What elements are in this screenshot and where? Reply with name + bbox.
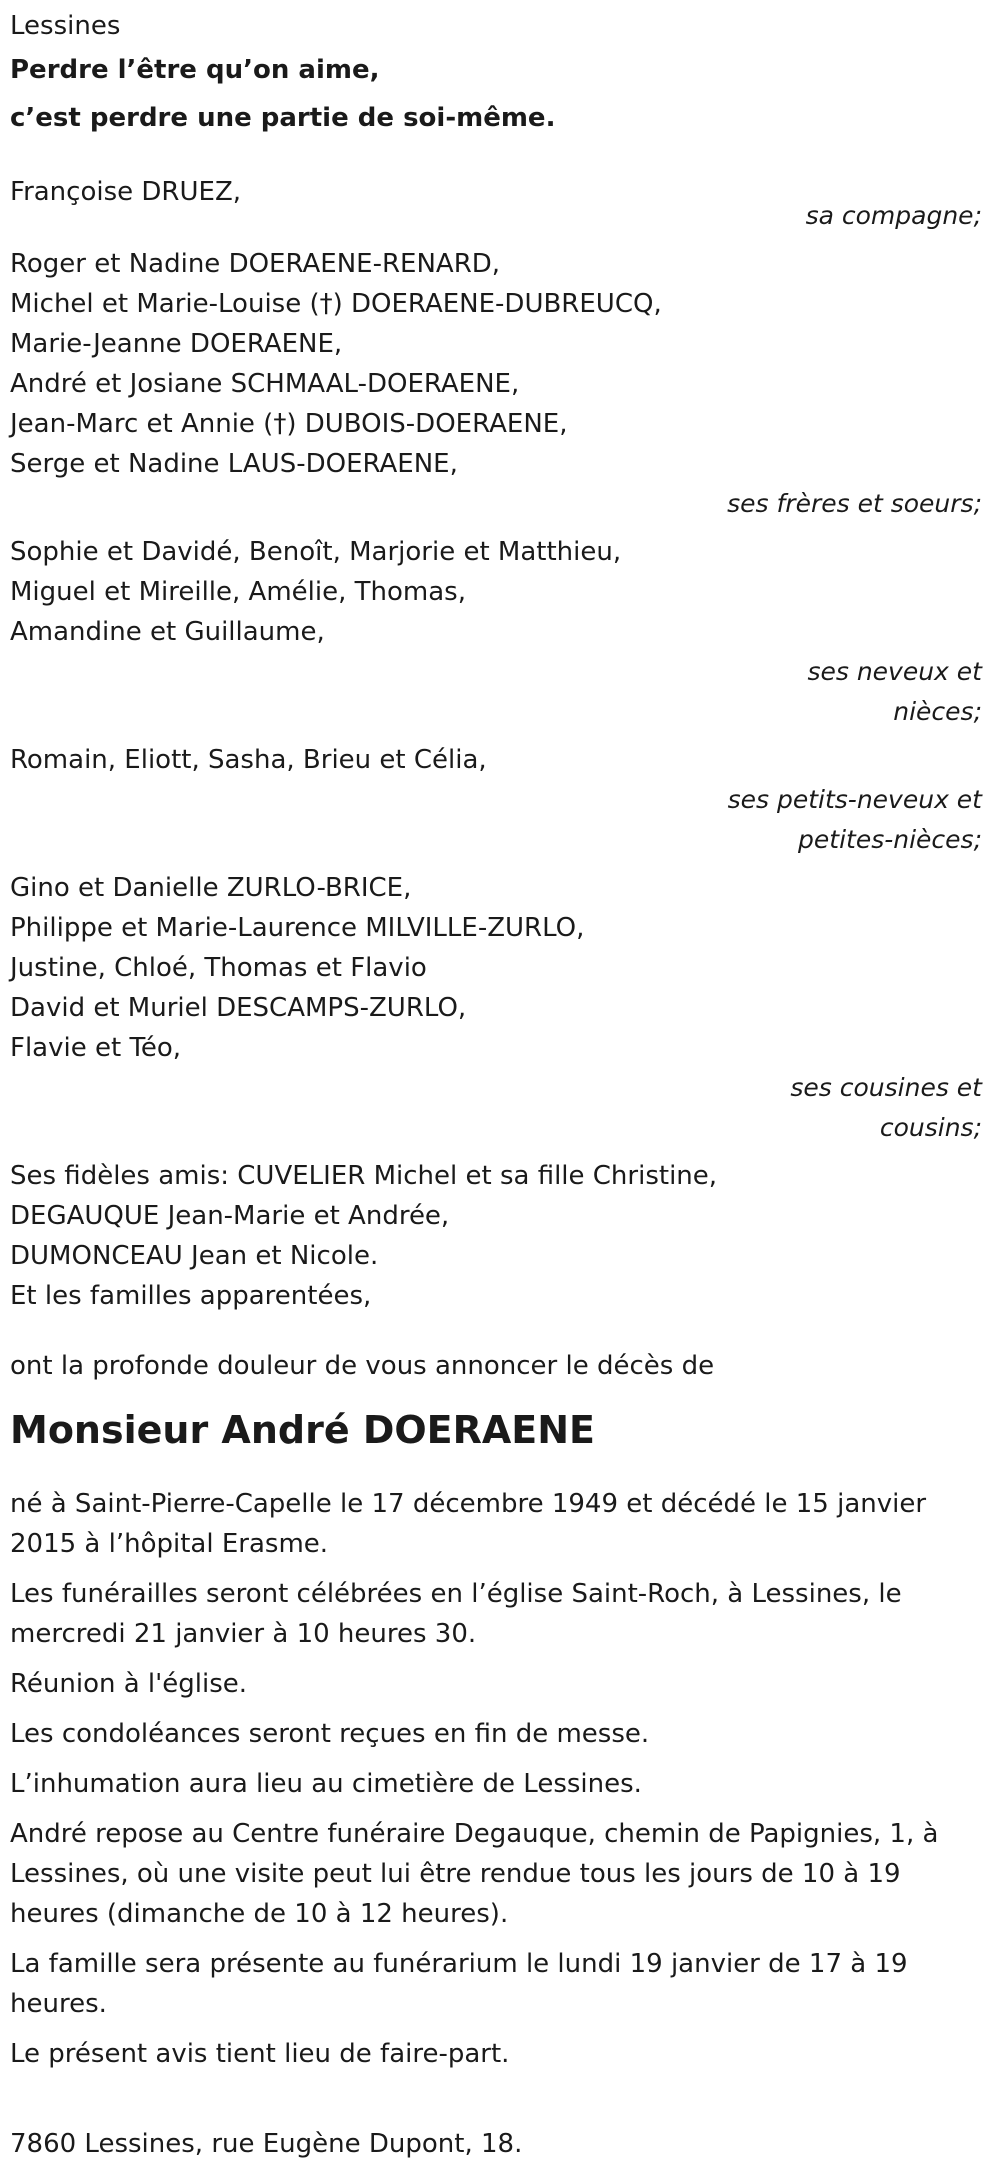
relation-label: sa compagne; (805, 201, 982, 230)
deceased-name: Monsieur André DOERAENE (10, 1408, 596, 1452)
friends-line: Et les familles apparentées, (10, 1281, 372, 1311)
detail-paragraph: né à Saint-Pierre-Capelle le 17 décembre 1949 et décédé le 15 janvier 2015 à l’hôpital Erasme. (10, 1489, 927, 1559)
family-group-partner (10, 172, 990, 236)
family-name: David et Muriel DESCAMPS-ZURLO, (10, 993, 467, 1023)
family-name: Amandine et Guillaume, (10, 617, 325, 647)
relation-label: ses frères et soeurs; (727, 489, 982, 518)
family-name: Serge et Nadine LAUS-DOERAENE, (10, 449, 458, 479)
family-name: Philippe et Marie-Laurence MILVILLE-ZURLO, (10, 913, 585, 943)
detail-paragraph: La famille sera présente au funérarium le lundi 19 janvier de 17 à 19 heures. (10, 1949, 908, 2019)
friends-line: DUMONCEAU Jean et Nicole. (10, 1241, 379, 1271)
family-name: Flavie et Téo, (10, 1033, 182, 1063)
family-group-siblings (10, 244, 990, 524)
family-name: Michel et Marie-Louise (†) DOERAENE-DUBREUCQ, (10, 289, 662, 319)
family-name: Françoise DRUEZ, (10, 177, 242, 207)
family-name: Sophie et Davidé, Benoît, Marjorie et Matthieu, (10, 537, 622, 567)
city: Lessines (10, 11, 121, 41)
family-group-grand-nephews (10, 740, 990, 860)
friends-group (10, 1156, 990, 1316)
friends-line: Ses fidèles amis: CUVELIER Michel et sa fille Christine, (10, 1161, 718, 1191)
friends-line: DEGAUQUE Jean-Marie et Andrée, (10, 1201, 450, 1231)
detail-paragraph: André repose au Centre funéraire Degauque, chemin de Papignies, 1, à Lessines, où une visite peut lui être rendue tous les jours de 10 à 19 heures (dimanche de 10 à 12 heures). (10, 1819, 939, 1929)
detail-paragraph: Le présent avis tient lieu de faire-part. (10, 2039, 510, 2069)
relation-label: ses petits-neveux et petites-nièces; (727, 785, 982, 854)
family-name: Marie-Jeanne DOERAENE, (10, 329, 343, 359)
relation-label: ses neveux et nièces; (807, 657, 982, 726)
detail-paragraph: Les condoléances seront reçues en fin de messe. (10, 1719, 650, 1749)
detail-paragraph: Réunion à l'église. (10, 1669, 248, 1699)
detail-paragraph: L’inhumation aura lieu au cimetière de Lessines. (10, 1769, 642, 1799)
family-name: Jean-Marc et Annie (†) DUBOIS-DOERAENE, (10, 409, 568, 439)
family-name: Gino et Danielle ZURLO-BRICE, (10, 873, 412, 903)
detail-paragraph: Les funérailles seront célébrées en l’église Saint-Roch, à Lessines, le mercredi 21 janvier à 10 heures 30. (10, 1579, 902, 1649)
family-name: Miguel et Mireille, Amélie, Thomas, (10, 577, 466, 607)
family-group-cousins (10, 868, 990, 1148)
relation-label: ses cousines et cousins; (790, 1073, 982, 1142)
announcement: ont la profonde douleur de vous annoncer le décès de (10, 1351, 715, 1381)
family-name: Justine, Chloé, Thomas et Flavio (10, 953, 427, 983)
quote-line-2: c’est perdre une partie de soi-même. (10, 103, 556, 133)
address: 7860 Lessines, rue Eugène Dupont, 18. (10, 2129, 523, 2159)
quote-line-1: Perdre l’être qu’on aime, (10, 55, 380, 85)
family-name: Romain, Eliott, Sasha, Brieu et Célia, (10, 745, 487, 775)
family-name: André et Josiane SCHMAAL-DOERAENE, (10, 369, 520, 399)
funeral-details (10, 1484, 990, 2074)
family-name: Roger et Nadine DOERAENE-RENARD, (10, 249, 501, 279)
family-group-nephews (10, 532, 990, 732)
